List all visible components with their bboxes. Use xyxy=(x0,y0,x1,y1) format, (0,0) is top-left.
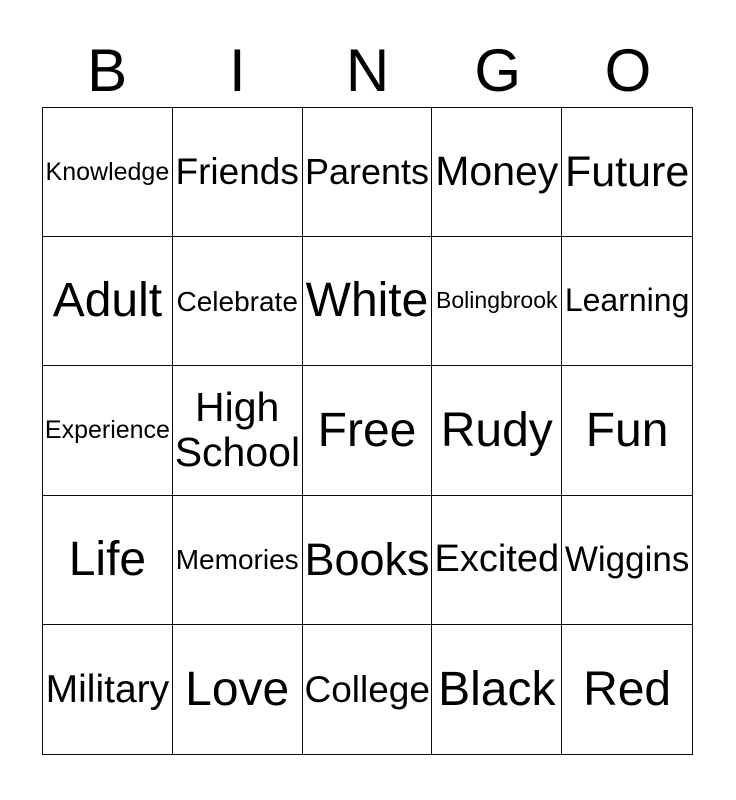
bingo-cell-label: Friends xyxy=(175,151,299,193)
bingo-header-letter: B xyxy=(87,37,128,104)
bingo-header xyxy=(42,37,693,104)
bingo-cell[interactable] xyxy=(43,366,173,495)
bingo-header-letter: N xyxy=(345,37,390,104)
bingo-cell[interactable] xyxy=(562,366,692,495)
bingo-cell[interactable] xyxy=(432,366,562,495)
bingo-cell-label: Money xyxy=(435,148,559,195)
bingo-cell[interactable] xyxy=(173,366,303,495)
bingo-cell-label: White xyxy=(305,274,429,328)
bingo-cell-label: Life xyxy=(68,532,147,586)
bingo-cell-label: Experience xyxy=(44,416,170,445)
bingo-cell[interactable] xyxy=(562,108,692,237)
bingo-cell[interactable] xyxy=(432,625,562,754)
bingo-cell[interactable] xyxy=(432,237,562,366)
bingo-cell[interactable] xyxy=(432,108,562,237)
bingo-cell[interactable] xyxy=(562,625,692,754)
bingo-cell[interactable] xyxy=(303,625,433,754)
bingo-cell-label: Bolingbrook xyxy=(436,287,558,314)
bingo-cell-label: College xyxy=(304,668,430,710)
bingo-cell[interactable] xyxy=(173,108,303,237)
bingo-cell-label: Red xyxy=(583,662,672,716)
bingo-cell[interactable] xyxy=(303,496,433,625)
bingo-cell[interactable] xyxy=(43,237,173,366)
bingo-cell-label: Fun xyxy=(585,403,669,457)
bingo-cell[interactable] xyxy=(303,366,433,495)
bingo-cell[interactable] xyxy=(562,496,692,625)
bingo-cell[interactable] xyxy=(173,496,303,625)
bingo-cell-label: Excited xyxy=(434,538,560,581)
bingo-header-letter: G xyxy=(474,37,522,104)
bingo-header-letter: I xyxy=(228,37,246,104)
bingo-cell-label: High School xyxy=(174,383,301,476)
bingo-cell[interactable] xyxy=(43,625,173,754)
bingo-cell-label: Books xyxy=(304,533,430,585)
bingo-cell-label: Memories xyxy=(175,544,299,576)
bingo-cell-label: Wiggins xyxy=(564,540,690,580)
bingo-cell-label: Military xyxy=(45,667,170,711)
bingo-cell-label: Rudy xyxy=(440,403,553,457)
bingo-cell-label: Free xyxy=(317,403,417,457)
bingo-cell-label: Parents xyxy=(304,150,430,192)
bingo-cell[interactable] xyxy=(173,237,303,366)
bingo-cell-label: Adult xyxy=(52,274,163,328)
bingo-cell-label: Black xyxy=(438,662,556,716)
bingo-cell[interactable] xyxy=(303,237,433,366)
bingo-cell-label: Celebrate xyxy=(176,285,298,317)
bingo-cell[interactable] xyxy=(303,108,433,237)
bingo-cell-label: Love xyxy=(185,662,290,716)
bingo-cell-label: Learning xyxy=(564,282,690,319)
bingo-cell[interactable] xyxy=(43,496,173,625)
bingo-cell[interactable] xyxy=(432,496,562,625)
bingo-cell-label: Future xyxy=(564,148,690,197)
bingo-grid xyxy=(42,107,693,755)
bingo-cell-label: Knowledge xyxy=(45,158,170,187)
bingo-header-letter: O xyxy=(604,37,652,104)
bingo-cell[interactable] xyxy=(562,237,692,366)
bingo-cell[interactable] xyxy=(173,625,303,754)
bingo-cell[interactable] xyxy=(43,108,173,237)
